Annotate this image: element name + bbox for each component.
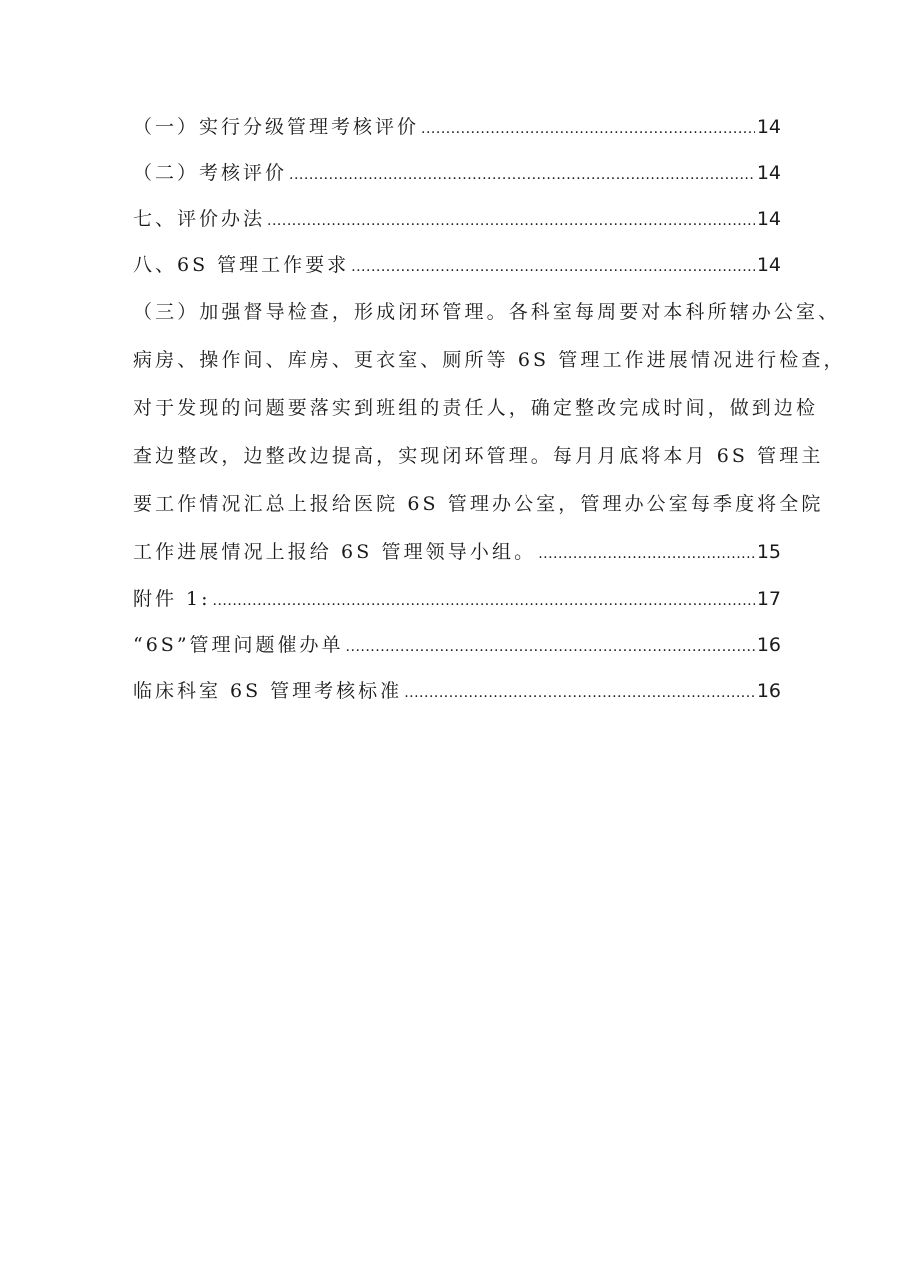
toc-entry-page: 16 [756, 634, 781, 656]
table-of-contents [133, 104, 846, 714]
toc-entry-label: “6S”管理问题催办单 [133, 634, 344, 656]
toc-entry-label: 附件 1: [133, 588, 211, 610]
paragraph-line: 工作进展情况上报给 6S 管理领导小组。 [133, 541, 537, 563]
toc-entry-page: 16 [756, 680, 781, 702]
toc-entry-page: 15 [756, 541, 781, 563]
toc-entry[interactable] [133, 576, 781, 622]
toc-entry[interactable] [133, 242, 781, 288]
toc-entry-label: 八、6S 管理工作要求 [133, 254, 350, 276]
dot-leader [213, 576, 755, 624]
toc-entry-label: （二）考核评价 [133, 162, 288, 184]
dot-leader [346, 622, 755, 670]
paragraph-line: 病房、操作间、库房、更衣室、厕所等 6S 管理工作进展情况进行检查， [133, 349, 846, 371]
toc-entry-page: 17 [756, 588, 781, 610]
dot-leader [421, 104, 755, 152]
toc-entry-page: 14 [756, 116, 781, 138]
dot-leader [267, 196, 755, 244]
toc-entry[interactable] [133, 196, 781, 242]
paragraph-line: 查边整改，边整改边提高，实现闭环管理。每月月底将本月 6S 管理主 [133, 445, 824, 467]
toc-entry-label: 临床科室 6S 管理考核标准 [133, 680, 403, 702]
dot-leader [538, 528, 755, 578]
toc-entry[interactable] [133, 104, 781, 150]
toc-entry[interactable] [133, 622, 781, 668]
paragraph-last-line [133, 528, 781, 576]
toc-entry[interactable] [133, 150, 781, 196]
paragraph-line: （三）加强督导检查，形成闭环管理。各科室每周要对本科所辖办公室、 [133, 301, 841, 323]
paragraph-line: 要工作情况汇总上报给医院 6S 管理办公室，管理办公室每季度将全院 [133, 493, 824, 515]
dot-leader [404, 668, 755, 716]
toc-entry-label: （一）实行分级管理考核评价 [133, 116, 420, 138]
dot-leader [289, 150, 755, 198]
paragraph-line: 对于发现的问题要落实到班组的责任人，确定整改完成时间，做到边检 [133, 397, 819, 419]
toc-entry-label: 七、评价办法 [133, 208, 266, 230]
toc-entry-page: 14 [756, 254, 781, 276]
toc-long-entry[interactable] [133, 288, 846, 576]
toc-entry-page: 14 [756, 208, 781, 230]
toc-entry[interactable] [133, 668, 781, 714]
toc-entry-page: 14 [756, 162, 781, 184]
dot-leader [351, 242, 755, 290]
